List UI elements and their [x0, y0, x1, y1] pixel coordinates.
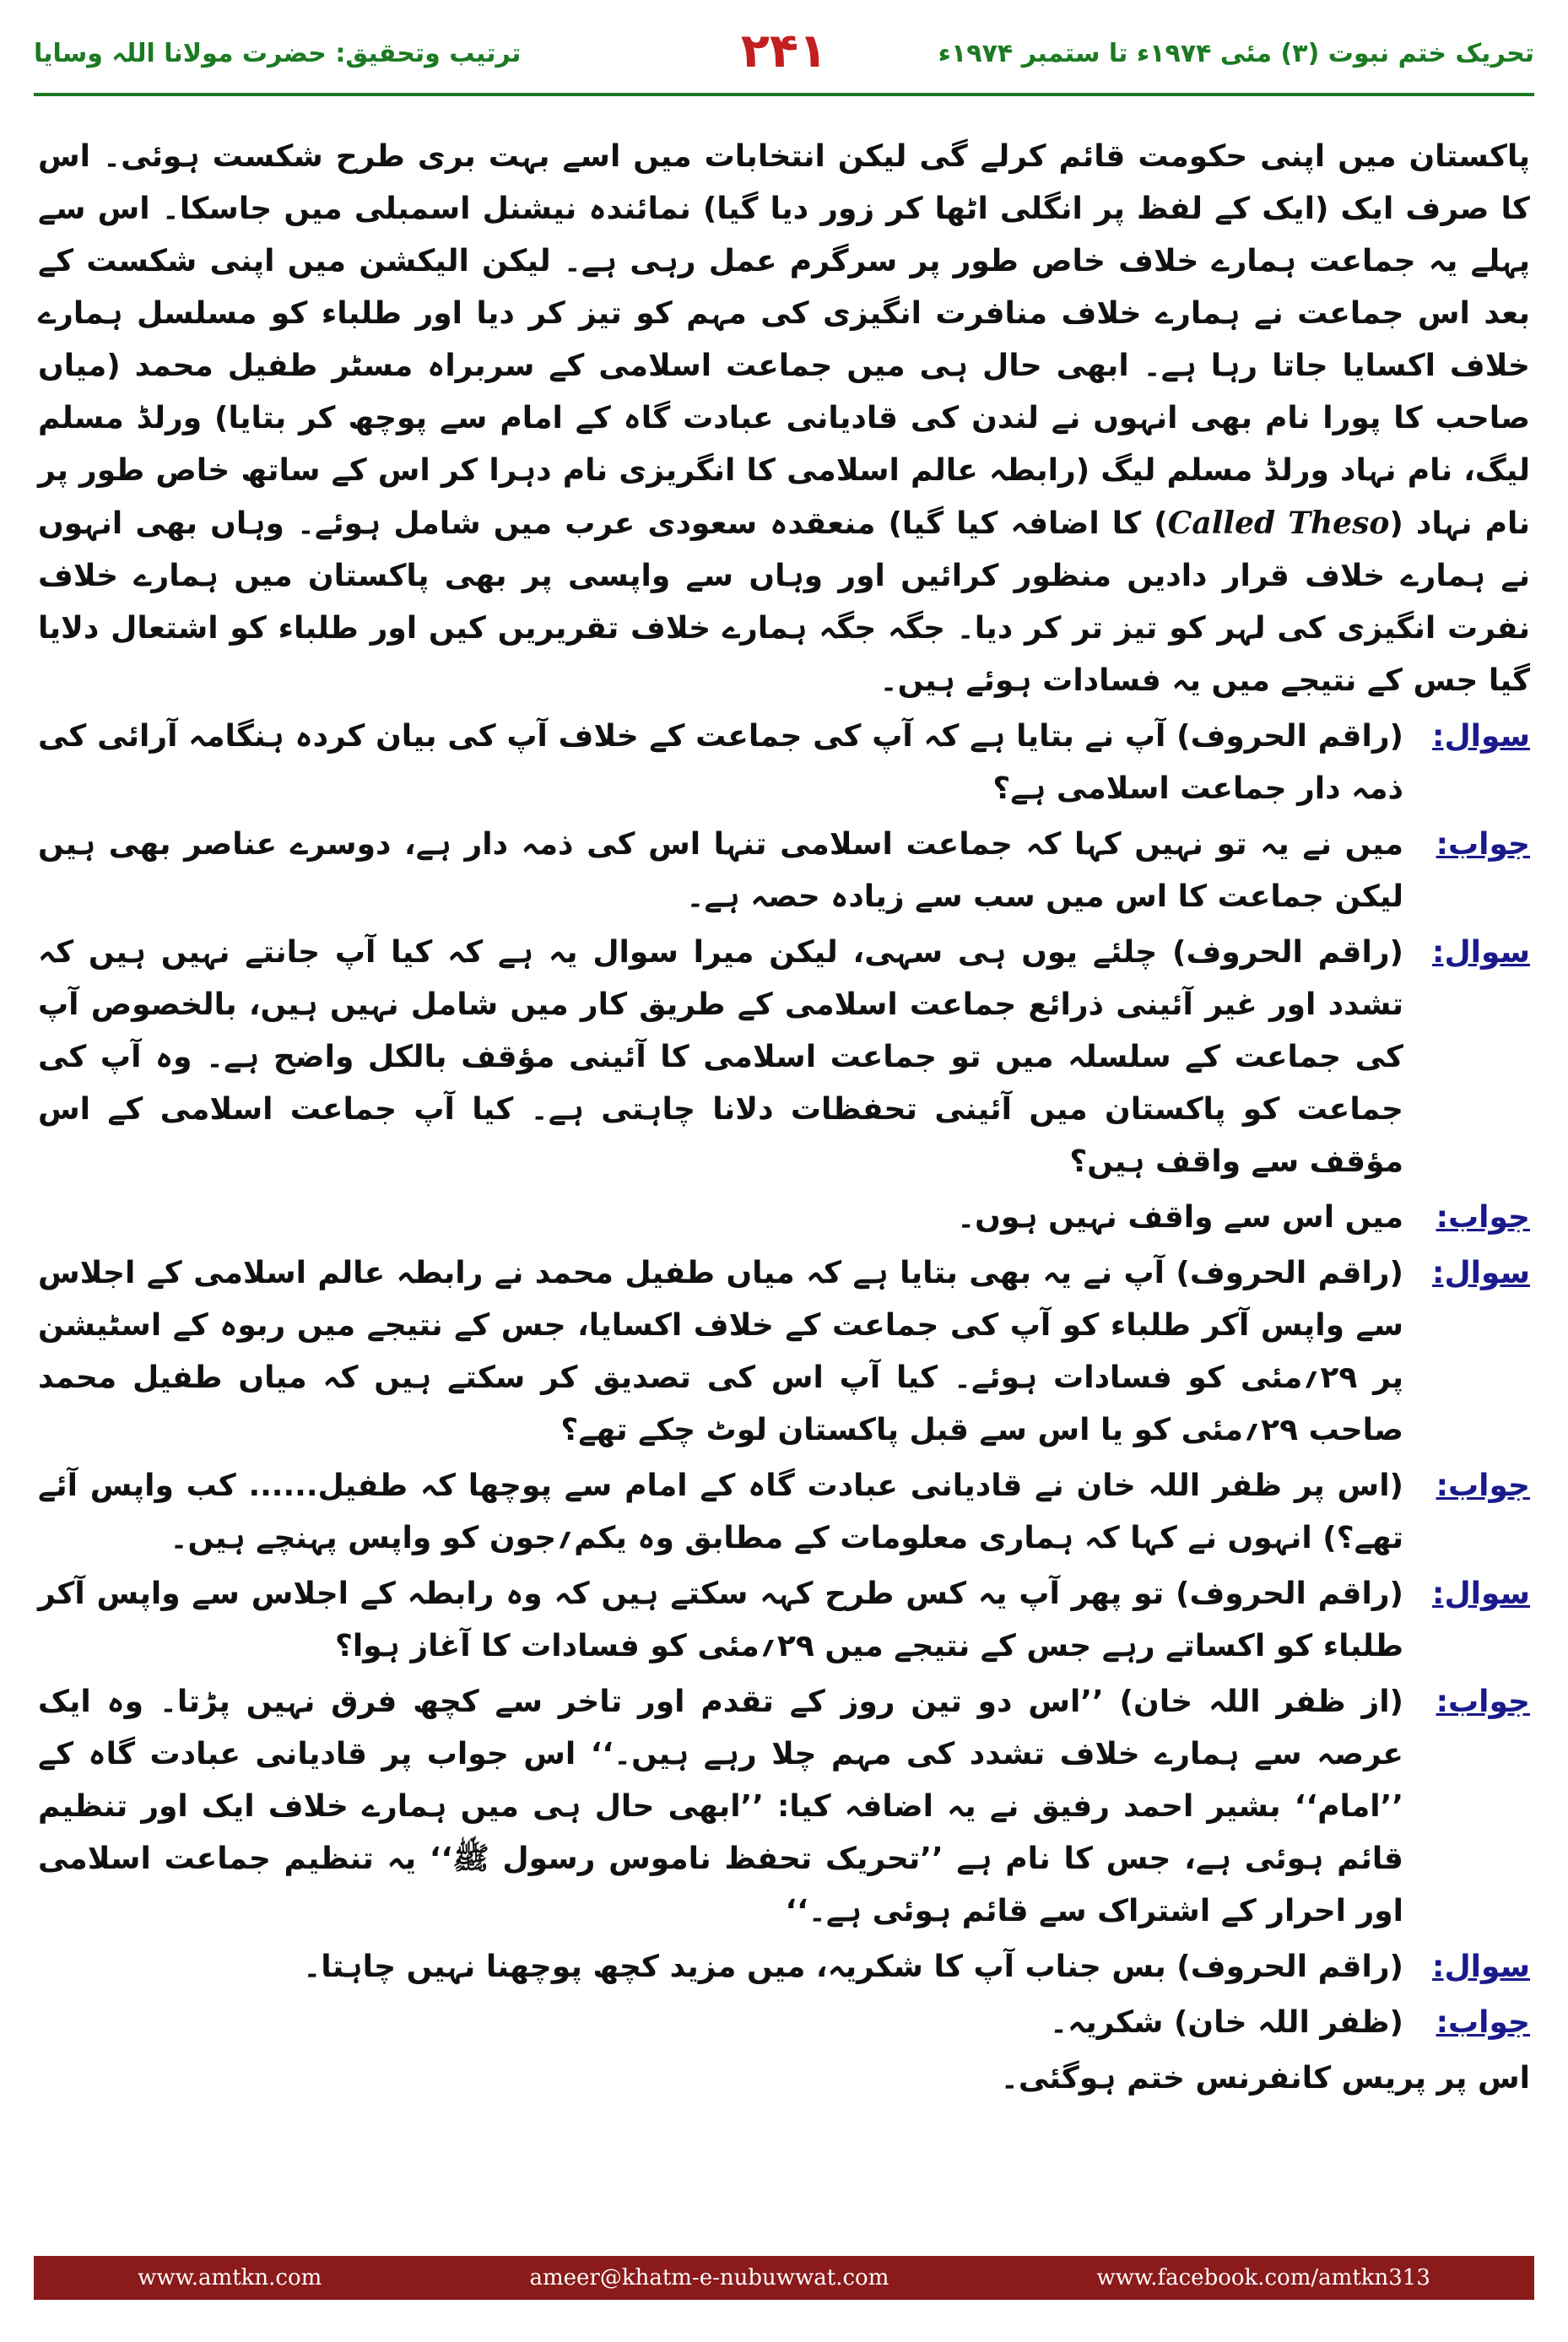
- intro-text: پاکستان میں اپنی حکومت قائم کرلے گی لیکن انتخابات میں اسے بہت بری طرح شکست ہوئی۔ اس کا صرف ایک (ایک کے لفظ پر انگلی اٹھا کر زور دیا گیا) نمائندہ نیشنل اسمبلی میں جاسکا۔ اس سے پہلے یہ جماعت ہمارے خلاف خاص طور پر سرگرم عمل رہی ہے۔ لیکن الیکشن میں اپنی شکست کے بعد اس جماعت نے ہمارے خلاف منافرت انگیزی کی مہم کو تیز کر دیا اور طلباء کو مسلسل ہمارے خلاف اکسایا جاتا رہا ہے۔ ابھی حال ہی میں جماعت اسلامی کے سربراہ مسٹر طفیل محمد (میاں صاحب کا پورا نام بھی انہوں نے لندن کی قادیانی عبادت گاہ کے امام سے پوچھ کر بتایا) ورلڈ مسلم لیگ، نام نہاد ورلڈ مسلم لیگ (رابطہ عالم اسلامی کا انگریزی نام دہرا کر اس کے ساتھ خاص طور پر نام نہاد (: [38, 139, 1531, 541]
- facebook-link[interactable]: www.facebook.com/amtkn313: [1096, 2265, 1430, 2291]
- question-text: (راقم الحروف) آپ نے بتایا ہے کہ آپ کی جماعت کے خلاف آپ کی بیان کردہ ہنگامہ آرائی کی ذمہ دار جماعت اسلامی ہے؟: [38, 719, 1403, 806]
- qa-item: [38, 711, 1530, 815]
- answer-label: جواب:: [1436, 827, 1530, 862]
- qa-item: [38, 819, 1530, 923]
- website-link[interactable]: www.amtkn.com: [138, 2265, 322, 2291]
- answer-label: جواب:: [1436, 1468, 1530, 1503]
- compiler-credit: ترتیب وتحقیق: حضرت مولانا اللہ وسایا: [34, 39, 522, 68]
- latin-phrase: Called Theso: [1167, 506, 1390, 541]
- page-number: ۲۴۱: [740, 24, 828, 78]
- qa-item: [38, 1247, 1530, 1457]
- question-text: (راقم الحروف) آپ نے یہ بھی بتایا ہے کہ میاں طفیل محمد نے رابطہ عالم اسلامی کے اجلاس سے واپس آکر طلباء کو آپ کی جماعت کے خلاف اکسایا، جس کے نتیجے میں ربوہ کے اسٹیشن پر ۲۹؍مئی کو فسادات ہوئے۔ کیا آپ اس کی تصدیق کر سکتے ہیں کہ میاں طفیل محمد صاحب ۲۹؍مئی کو یا اس سے قبل پاکستان لوٹ چکے تھے؟: [38, 1256, 1403, 1447]
- question-label: سوال:: [1432, 1950, 1530, 1984]
- answer-label: جواب:: [1436, 1685, 1530, 1719]
- answer-label: جواب:: [1436, 1200, 1530, 1235]
- answer-text: میں نے یہ تو نہیں کہا کہ جماعت اسلامی تنہا اس کی ذمہ دار ہے، دوسرے عناصر بھی ہیں لیکن جماعت کا اس میں سب سے زیادہ حصہ ہے۔: [38, 827, 1403, 914]
- closing-line: اس پر پریس کانفرنس ختم ہوگئی۔: [1000, 2061, 1530, 2096]
- qa-item: [38, 1997, 1530, 2049]
- intro-paragraph: [38, 131, 1530, 707]
- email-link[interactable]: ameer@khatm-e-nubuwwat.com: [529, 2265, 889, 2291]
- page-footer: [34, 2256, 1534, 2300]
- qa-item: [38, 1941, 1530, 1993]
- question-label: سوال:: [1432, 935, 1530, 970]
- book-title: تحریک ختم نبوت (۳) مئی ۱۹۷۴ء تا ستمبر ۱۹۷۴ء: [938, 39, 1534, 68]
- question-label: سوال:: [1432, 1577, 1530, 1611]
- question-text: (راقم الحروف) تو پھر آپ یہ کس طرح کہہ سکتے ہیں کہ وہ رابطہ کے اجلاس سے واپس آکر طلباء کو اکساتے رہے جس کے نتیجے میں ۲۹؍مئی کو فسادات کا آغاز ہوا؟: [38, 1577, 1403, 1663]
- qa-item: [38, 1460, 1530, 1565]
- answer-label: جواب:: [1436, 2005, 1530, 2040]
- question-text: (راقم الحروف) بس جناب آپ کا شکریہ، میں مزید کچھ پوچھنا نہیں چاہتا۔: [303, 1950, 1403, 1984]
- header-divider: [34, 93, 1534, 96]
- answer-text: (از ظفر اللہ خان) ’’اس دو تین روز کے تقدم اور تاخر سے کچھ فرق نہیں پڑتا۔ وہ ایک عرصہ سے ہمارے خلاف تشدد کی مہم چلا رہے ہیں۔‘‘ اس جواب پر قادیانی عبادت گاہ کے ’’امام‘‘ بشیر احمد رفیق نے یہ اضافہ کیا: ’’ابھی حال ہی میں ہمارے خلاف ایک اور تنظیم قائم ہوئی ہے، جس کا نام ہے ’’تحریک تحفظ ناموس رسول ﷺ‘‘ یہ تنظیم جماعت اسلامی اور احرار کے اشتراک سے قائم ہوئی ہے۔‘‘: [38, 1685, 1403, 1928]
- answer-text: میں اس سے واقف نہیں ہوں۔: [957, 1200, 1403, 1235]
- page-header: [34, 24, 1534, 83]
- qa-item: [38, 927, 1530, 1188]
- question-label: سوال:: [1432, 1256, 1530, 1290]
- qa-item: [38, 1676, 1530, 1938]
- answer-text: (اس پر ظفر اللہ خان نے قادیانی عبادت گاہ کے امام سے پوچھا کہ طفیل...... کب واپس آئے تھے؟) انہوں نے کہا کہ ہماری معلومات کے مطابق وہ یکم؍جون کو واپس پہنچے ہیں۔: [38, 1468, 1403, 1555]
- answer-text: (ظفر اللہ خان) شکریہ۔: [1050, 2005, 1403, 2040]
- intro-text-tail: ) کا اضافہ کیا گیا) منعقدہ سعودی عرب میں شامل ہوئے۔ وہاں بھی انہوں نے ہمارے خلاف قرار دادیں منظور کرائیں اور وہاں سے واپسی پر بھی پاکستان میں ہمارے خلاف نفرت انگیزی کی لہر کو تیز تر کر دیا۔ جگہ جگہ ہمارے خلاف تقریریں کیں اور طلباء کو اشتعال دلایا گیا جس کے نتیجے میں یہ فسادات ہوئے ہیں۔: [38, 506, 1530, 698]
- qa-item: [38, 1192, 1530, 1244]
- qa-item: [38, 1568, 1530, 1673]
- question-label: سوال:: [1432, 719, 1530, 754]
- question-text: (راقم الحروف) چلئے یوں ہی سہی، لیکن میرا سوال یہ ہے کہ کیا آپ جانتے نہیں ہیں کہ تشدد اور غیر آئینی ذرائع جماعت اسلامی کے طریق کار میں شامل نہیں ہیں، بالخصوص آپ کی جماعت کے سلسلہ میں تو جماعت اسلامی کا آئینی مؤقف بالکل واضح ہے۔ وہ آپ کی جماعت کو پاکستان میں آئینی تحفظات دلانا چاہتی ہے۔ کیا آپ جماعت اسلامی کے اس مؤقف سے واقف ہیں؟: [38, 935, 1403, 1179]
- page-body: [38, 131, 1530, 2108]
